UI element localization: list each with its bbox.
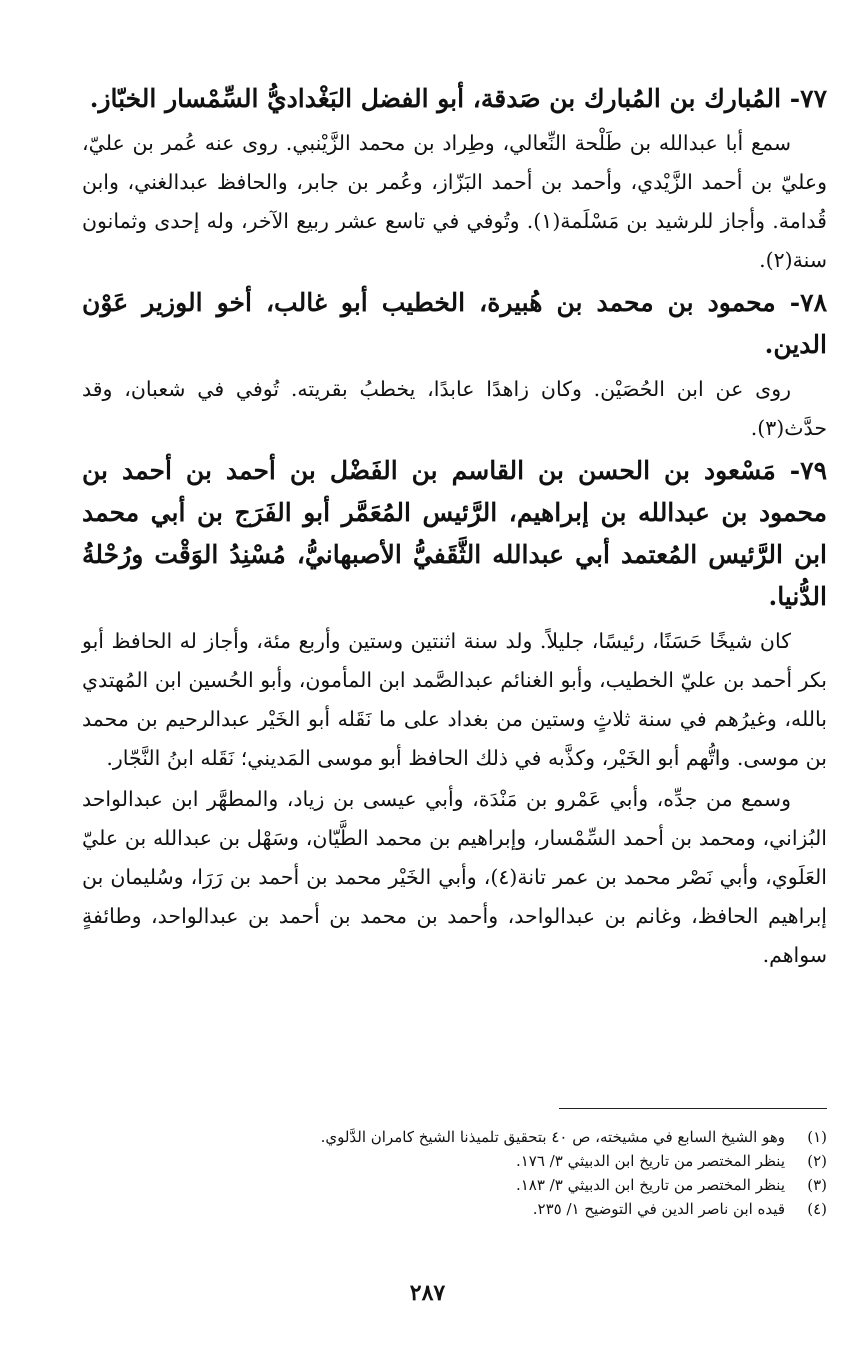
biography-entry-78 (82, 282, 827, 448)
footnote-text: ينظر المختصر من تاريخ ابن الدبيثي ٣/ ١٨٣. (515, 1176, 785, 1194)
entry-title: ٧٧- المُبارك بن المُبارك بن صَدقة، أبو الفضل البَغْداديُّ السِّمْسار الخبّاز. (89, 84, 827, 113)
page-number: ٢٨٧ (409, 1280, 446, 1306)
entry-paragraph: روى عن ابن الحُصَيْن. وكان زاهدًا عابدًا، يخطبُ بقريته. تُوفي في شعبان، وقد حدَّث(٣). (82, 377, 827, 440)
biography-entry-79 (82, 450, 827, 975)
footnote-number: (١) (807, 1128, 827, 1146)
footnote-text: وهو الشيخ السابع في مشيخته، ص ٤٠ بتحقيق تلميذنا الشيخ كامران الدَّلوي. (320, 1128, 785, 1146)
footnote-text: قيده ابن ناصر الدين في التوضيح ١/ ٢٣٥. (532, 1200, 785, 1218)
footnote-divider (559, 1108, 827, 1109)
footnote (82, 1197, 827, 1221)
entry-paragraph: كان شيخًا حَسَنًا، رئيسًا، جليلاً. ولد سنة اثنتين وستين وأربع مئة، وأجاز له الحافظ أبو بكر أحمد بن عليّ الخطيب، وأبو الغنائم عبدالصَّمد ابن المأمون، وأبو الحُسين ابن المُهتدي بالله، وغيرُهم في سنة ثلاثٍ وستين من بغداد على ما نَقَله أبو الخَيْر عبدالرحيم بن محمد بن موسى. واتُّهم أبو الخَيْر، وكذَّبه في ذلك الحافظ أبو موسى المَديني؛ نَقَله ابنُ النَّجّار. (82, 629, 827, 770)
footnote-number: (٣) (807, 1176, 827, 1194)
footnote-number: (٤) (807, 1200, 827, 1218)
footnote (82, 1149, 827, 1173)
footnote-number: (٢) (807, 1152, 827, 1170)
footnotes-section (82, 1108, 827, 1221)
biography-entry-77 (82, 78, 827, 280)
footnote-text: ينظر المختصر من تاريخ ابن الدبيثي ٣/ ١٧٦. (515, 1152, 785, 1170)
entry-title: ٧٩- مَسْعود بن الحسن بن القاسم بن الفَضْل بن أحمد بن أحمد بن محمود بن عبدالله بن إبراهيم، الرَّئيس المُعَمَّر أبو الفَرَج بن أبي محمد ابن الرَّئيس المُعتمد أبي عبدالله الثَّقَفيُّ الأصبهانيُّ، مُسْنِدُ الوَقْت ورُحْلةُ الدُّنيا. (82, 456, 827, 611)
entry-paragraph: وسمع من جدِّه، وأبي عَمْرو بن مَنْدَة، وأبي عيسى بن زياد، والمطهَّر ابن عبدالواحد البُزاني، ومحمد بن أحمد السِّمْسار، وإبراهيم بن محمد الطَّيّان، وسَهْل بن عبدالله بن عليّ العَلَوي، وأبي نَصْر محمد بن عمر تانة(٤)، وأبي الخَيْر محمد بن أحمد بن رَرَا، وسُليمان بن إبراهيم الحافظ، وغانم بن عبدالواحد، وأحمد بن محمد بن أحمد بن عبدالواحد، وطائفةٍ سواهم. (82, 787, 827, 967)
entry-paragraph: سمع أبا عبدالله بن طَلْحة النِّعالي، وطِراد بن محمد الزَّيْنبي. روى عنه عُمر بن عليّ، وعليّ بن أحمد الزَّيْدي، وأحمد بن أحمد البَزّاز، وعُمر بن جابر، والحافظ عبدالغني، وابن قُدامة. وأجاز للرشيد بن مَسْلَمة(١). وتُوفي في تاسع عشر ربيع الآخر، وله إحدى وثمانون سنة(٢). (82, 131, 827, 272)
entry-title: ٧٨- محمود بن محمد بن هُبيرة، الخطيب أبو غالب، أخو الوزير عَوْن الدين. (82, 288, 827, 359)
footnote (82, 1125, 827, 1149)
footnote (82, 1173, 827, 1197)
